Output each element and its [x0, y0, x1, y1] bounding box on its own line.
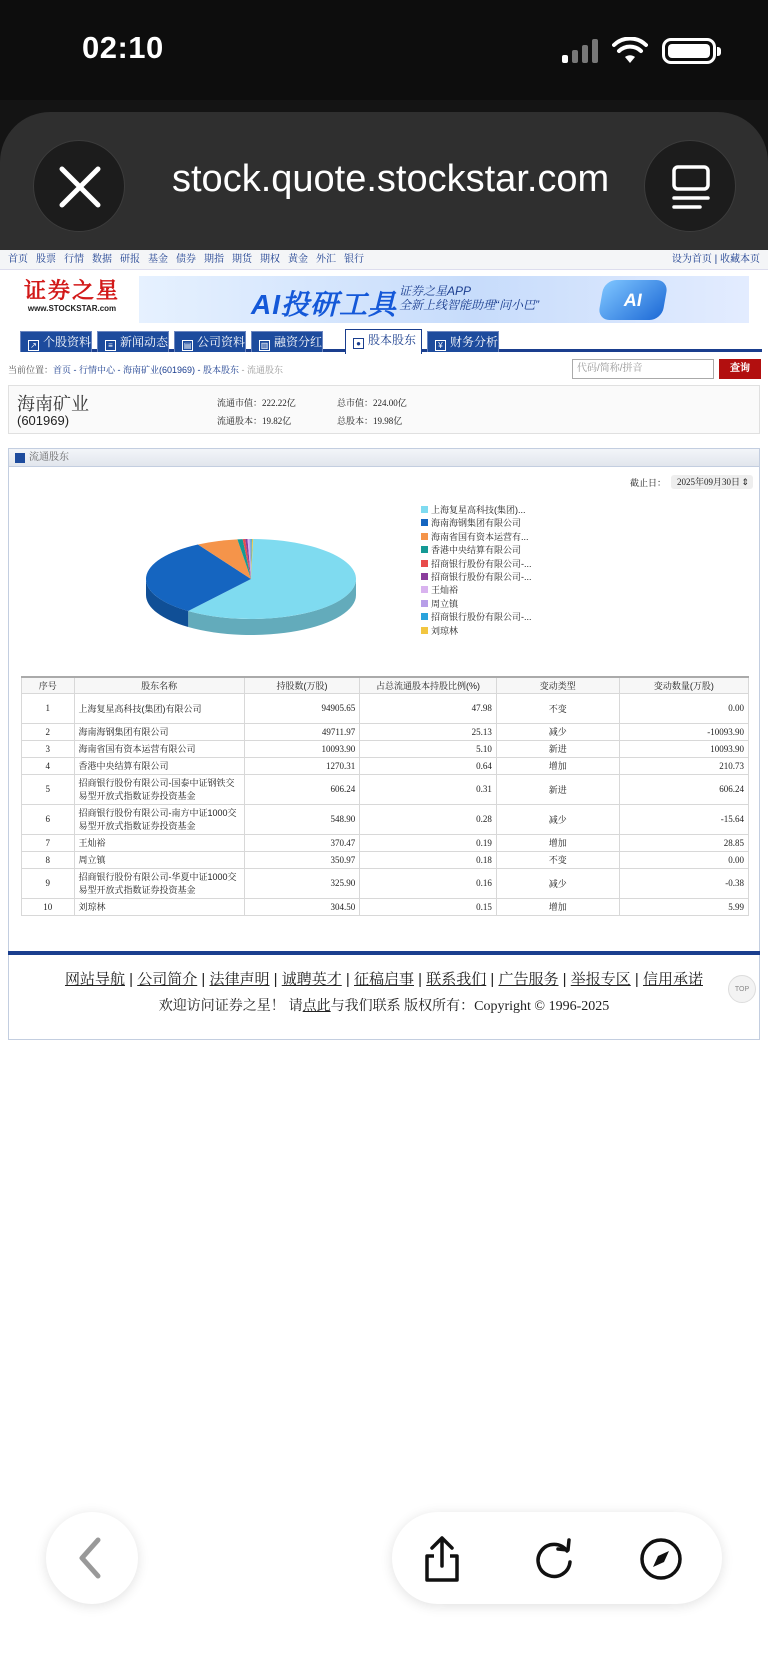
cell-shares: 606.24: [244, 774, 360, 804]
cell-holder: 香港中央结算有限公司: [74, 757, 244, 774]
banner-line1: 证券之星APP: [399, 284, 472, 298]
col-holder: 股东名称: [74, 677, 244, 693]
legend-swatch: [421, 573, 428, 580]
col-shares: 持股数(万股): [244, 677, 360, 693]
col-change-qty: 变动数量(万股): [619, 677, 748, 693]
table-row: [22, 834, 749, 851]
cell-index: 3: [22, 740, 75, 757]
cell-holder: 刘琼林: [74, 898, 244, 915]
cell-shares: 10093.90: [244, 740, 360, 757]
profile-icon: ↗: [28, 340, 39, 351]
cell-ratio: 25.13: [360, 723, 497, 740]
shareholders-table: [21, 676, 749, 916]
nav-stock[interactable]: 股票: [36, 254, 56, 265]
copy-text: 欢迎访问证券之星！ 请: [158, 997, 303, 1013]
search-input[interactable]: 代码/简称/拼音: [572, 359, 714, 379]
legend-item[interactable]: [421, 625, 721, 638]
footer-copyright: [0, 995, 768, 1015]
legend-label: 海南省国有资本运营有...: [431, 531, 529, 542]
tabs-button[interactable]: [644, 140, 736, 232]
col-index: 序号: [22, 677, 75, 693]
separator: |: [341, 971, 354, 988]
footer-link[interactable]: 广告服务: [498, 971, 559, 988]
col-ratio: 占总流通股本持股比例(%): [360, 677, 497, 693]
cell-shares: 1270.31: [244, 757, 360, 774]
footer-link[interactable]: 征稿启事: [353, 971, 414, 988]
cell-change-qty: -15.64: [619, 804, 748, 834]
cell-change-type: 不变: [496, 851, 619, 868]
person-icon: ●: [353, 338, 364, 349]
cell-change-qty: -0.38: [619, 868, 748, 898]
logo[interactable]: [18, 278, 126, 316]
close-icon: [34, 141, 126, 233]
back-button[interactable]: [46, 1512, 138, 1604]
nav-fund[interactable]: 基金: [148, 254, 168, 265]
panel-marker-icon: [15, 453, 25, 463]
cell-change-qty: 0.00: [619, 693, 748, 723]
legend-item[interactable]: [421, 598, 721, 611]
set-home-link[interactable]: 设为首页 | 收藏本页: [671, 254, 760, 265]
cell-change-type: 增加: [496, 757, 619, 774]
cell-change-type: 减少: [496, 723, 619, 740]
tab-label: 个股资料: [43, 335, 92, 349]
cell-shares: 325.90: [244, 868, 360, 898]
cell-shares: 548.90: [244, 804, 360, 834]
cell-index: 10: [22, 898, 75, 915]
legend-swatch: [421, 613, 428, 620]
legend-swatch: [421, 600, 428, 607]
separator: |: [558, 971, 571, 988]
table-row: [22, 898, 749, 915]
footer-link[interactable]: 举报专区: [570, 971, 631, 988]
date-value: 2025年09月30日: [677, 477, 741, 487]
table-row: [22, 774, 749, 804]
legend-swatch: [421, 506, 428, 513]
cell-change-type: 增加: [496, 898, 619, 915]
cell-index: 8: [22, 851, 75, 868]
clock: 02:10: [82, 30, 164, 65]
legend-swatch: [421, 586, 428, 593]
tab-dividend[interactable]: [251, 331, 323, 352]
reload-button[interactable]: [527, 1532, 581, 1586]
legend-swatch: [421, 519, 428, 526]
action-bar: [392, 1512, 722, 1604]
contact-link[interactable]: 点此: [302, 997, 331, 1013]
wifi-icon: [612, 37, 648, 65]
footer-link[interactable]: 信用承诺: [642, 971, 703, 988]
cell-holder: 招商银行股份有限公司-南方中证1000交易型开放式指数证券投资基金: [74, 804, 244, 834]
nav-forex[interactable]: 外汇: [316, 254, 336, 265]
cell-ratio: 0.19: [360, 834, 497, 851]
legend-label: 刘琼林: [431, 625, 459, 636]
web-page: [0, 250, 768, 1040]
tab-shareholders[interactable]: [345, 329, 422, 354]
nav-gold[interactable]: 黄金: [288, 254, 308, 265]
cell-holder: 周立镇: [74, 851, 244, 868]
chart-icon: ▥: [260, 341, 269, 350]
legend-label: 上海复星高科技(集团)...: [431, 505, 526, 515]
separator: |: [486, 971, 499, 988]
legend-swatch: [421, 627, 428, 634]
table-header: [22, 677, 749, 693]
separator: |: [125, 971, 138, 988]
share-button[interactable]: [417, 1532, 467, 1586]
total-market-value: 总市值：224.00亿: [337, 398, 407, 408]
separator: |: [197, 971, 210, 988]
footer-links: [0, 968, 768, 989]
cell-ratio: 0.15: [360, 898, 497, 915]
date-select[interactable]: [671, 475, 753, 489]
breadcrumb: [8, 364, 283, 376]
cell-holder: 招商银行股份有限公司-华夏中证1000交易型开放式指数证券投资基金: [74, 868, 244, 898]
cell-index: 9: [22, 868, 75, 898]
legend-item[interactable]: [421, 571, 721, 584]
footer-link[interactable]: 诚聘英才: [281, 971, 342, 988]
tabs-icon: [645, 141, 737, 233]
banner-title: AI投研工具: [251, 289, 398, 320]
banner-line2: 全新上线智能助理“问小巴”: [399, 298, 539, 312]
copyright-text: 与我们联系 版权所有：Copyright © 1996-2025: [330, 999, 610, 1014]
panel-title: 流通股东: [29, 452, 69, 463]
legend-item[interactable]: [421, 584, 721, 597]
nav-futures[interactable]: 期货: [232, 254, 252, 265]
nav-research[interactable]: 研报: [120, 254, 140, 265]
cell-change-type: 减少: [496, 868, 619, 898]
separator: |: [414, 971, 427, 988]
cell-ratio: 0.64: [360, 757, 497, 774]
cell-change-type: 新进: [496, 774, 619, 804]
table-row: [22, 804, 749, 834]
footer-link[interactable]: 法律声明: [209, 971, 270, 988]
footer-link[interactable]: 公司简介: [137, 971, 198, 988]
legend-swatch: [421, 560, 428, 567]
legend-label: 招商银行股份有限公司-...: [431, 572, 532, 583]
logo-en: www.STOCKSTAR.com: [27, 304, 117, 313]
url-field[interactable]: stock.quote.stockstar.com: [172, 158, 610, 200]
news-icon: ≡: [105, 340, 116, 351]
tab-label: 新闻动态: [120, 335, 169, 349]
tab-label: 公司资料: [197, 335, 246, 349]
breadcrumb-links[interactable]: 首页 - 行情中心 - 海南矿业(601969) - 股本股东: [53, 365, 240, 375]
cell-change-type: 增加: [496, 834, 619, 851]
footer-divider: [8, 951, 760, 955]
table-row: [22, 851, 749, 868]
float-market-value: 流通市值：222.22亿: [217, 398, 296, 408]
tab-profile[interactable]: [20, 331, 92, 352]
tab-company[interactable]: [174, 331, 246, 352]
legend-swatch: [421, 533, 428, 540]
cell-shares: 49711.97: [244, 723, 360, 740]
pie-chart: [139, 529, 379, 669]
compass-button[interactable]: [634, 1532, 688, 1586]
panel-header: [9, 449, 759, 467]
browser-toolbar: [0, 100, 768, 250]
cell-holder: 招商银行股份有限公司-国泰中证钢铁交易型开放式指数证券投资基金: [74, 774, 244, 804]
legend-label: 香港中央结算有限公司: [431, 545, 522, 556]
ad-banner[interactable]: [139, 276, 749, 323]
legend-item[interactable]: [421, 544, 721, 557]
chevron-left-icon: [46, 1512, 138, 1604]
nav-quote[interactable]: 行情: [64, 254, 84, 265]
legend-item[interactable]: [421, 611, 721, 624]
legend-item[interactable]: [421, 504, 721, 517]
tab-label: 融资分红: [274, 335, 323, 349]
signal-icon: [562, 39, 604, 63]
total-shares: 总股本：19.98亿: [337, 416, 403, 426]
cell-change-qty: 606.24: [619, 774, 748, 804]
cell-ratio: 0.31: [360, 774, 497, 804]
cell-change-qty: 210.73: [619, 757, 748, 774]
float-shares: 流通股本：19.82亿: [217, 416, 292, 426]
browser-bottom-bar: [0, 1500, 768, 1663]
cell-change-type: 新进: [496, 740, 619, 757]
top-nav: [0, 250, 768, 270]
cell-ratio: 0.28: [360, 804, 497, 834]
separator: |: [269, 971, 282, 988]
stock-name: 海南矿业: [17, 394, 89, 414]
legend-label: 周立镇: [431, 598, 459, 609]
cell-index: 4: [22, 757, 75, 774]
cell-change-qty: 5.99: [619, 898, 748, 915]
section-tabs: [20, 329, 762, 352]
chevron-updown-icon: ⇕: [741, 477, 749, 487]
cell-holder: 上海复星高科技(集团)有限公司: [74, 693, 244, 723]
cell-change-qty: -10093.90: [619, 723, 748, 740]
date-label: 截止日：: [630, 478, 667, 488]
nav-index-futures[interactable]: 期指: [204, 254, 224, 265]
table-row: [22, 757, 749, 774]
legend-label: 招商银行股份有限公司-...: [431, 558, 532, 569]
legend-item[interactable]: [421, 558, 721, 571]
banner-text: [399, 284, 539, 312]
nav-data[interactable]: 数据: [92, 254, 112, 265]
company-icon: ▤: [183, 341, 192, 350]
yuan-icon: ¥: [435, 340, 446, 351]
cell-index: 5: [22, 774, 75, 804]
close-button[interactable]: [33, 140, 125, 232]
nav-bank[interactable]: 银行: [344, 254, 364, 265]
cell-change-qty: 0.00: [619, 851, 748, 868]
nav-options[interactable]: 期权: [260, 254, 280, 265]
legend-label: 招商银行股份有限公司-...: [431, 612, 532, 623]
logo-cn: 证券之星: [23, 278, 120, 304]
cell-shares: 350.97: [244, 851, 360, 868]
footer-link[interactable]: 网站导航: [64, 971, 125, 988]
table-row: [22, 740, 749, 757]
status-bar: [0, 0, 768, 100]
cell-change-type: 不变: [496, 693, 619, 723]
tab-label: 股本股东: [368, 333, 417, 347]
cell-holder: 海南海钢集团有限公司: [74, 723, 244, 740]
cell-holder: 王灿裕: [74, 834, 244, 851]
legend-item[interactable]: [421, 531, 721, 544]
cell-holder: 海南省国有资本运营有限公司: [74, 740, 244, 757]
table-row: [22, 723, 749, 740]
cell-index: 1: [22, 693, 75, 723]
stock-code: (601969): [17, 413, 70, 428]
cell-ratio: 47.98: [360, 693, 497, 723]
separator: |: [630, 971, 643, 988]
cell-shares: 304.50: [244, 898, 360, 915]
back-to-top-button[interactable]: TOP: [728, 975, 756, 1003]
ai-badge-icon: AI: [597, 280, 668, 320]
breadcrumb-current: - 流通股东: [239, 365, 284, 375]
cell-change-qty: 10093.90: [619, 740, 748, 757]
cell-index: 7: [22, 834, 75, 851]
battery-icon: [662, 38, 716, 64]
cell-index: 2: [22, 723, 75, 740]
cell-index: 6: [22, 804, 75, 834]
footer-link[interactable]: 联系我们: [426, 971, 487, 988]
cell-change-qty: 28.85: [619, 834, 748, 851]
cell-shares: 94905.65: [244, 693, 360, 723]
legend-swatch: [421, 546, 428, 553]
tab-news[interactable]: [97, 331, 169, 352]
search-button[interactable]: 查询: [719, 359, 761, 379]
legend-label: 王灿裕: [431, 585, 459, 596]
table-row: [22, 868, 749, 898]
chart-legend: [421, 504, 721, 638]
breadcrumb-label: 当前位置：: [8, 365, 54, 375]
cell-ratio: 5.10: [360, 740, 497, 757]
stock-summary: [8, 385, 760, 434]
nav-bond[interactable]: 债券: [176, 254, 196, 265]
cell-ratio: 0.18: [360, 851, 497, 868]
col-change-type: 变动类型: [496, 677, 619, 693]
tab-finance[interactable]: [427, 331, 499, 352]
legend-label: 海南海钢集团有限公司: [431, 518, 522, 529]
nav-home[interactable]: 首页: [8, 254, 28, 265]
table-row: [22, 693, 749, 723]
cell-change-type: 减少: [496, 804, 619, 834]
legend-item[interactable]: [421, 517, 721, 530]
cell-ratio: 0.16: [360, 868, 497, 898]
cell-shares: 370.47: [244, 834, 360, 851]
tab-label: 财务分析: [450, 335, 499, 349]
